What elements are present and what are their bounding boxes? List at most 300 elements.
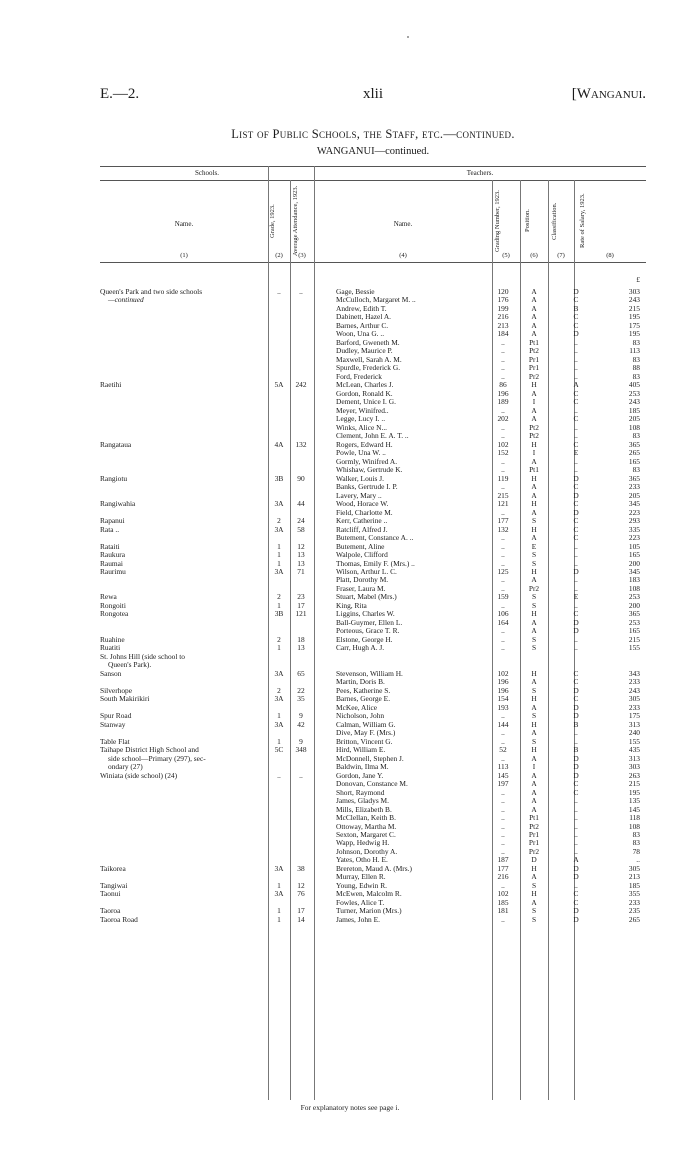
position-header: Position.: [524, 209, 531, 233]
grade-cell: 1: [277, 737, 281, 746]
school-name-cell: Raurimu: [100, 567, 126, 576]
position-cell: Pt1: [529, 814, 539, 823]
table-row: [100, 839, 646, 847]
grading-number-cell: ..: [501, 338, 505, 347]
teacher-name-cell: Walpole, Clifford: [336, 551, 388, 560]
salary-cell: 195: [628, 330, 640, 339]
grading-number-cell: 176: [497, 296, 509, 305]
table-row: [100, 848, 646, 856]
salary-cell: 83: [632, 338, 640, 347]
position-cell: Pt2: [529, 347, 539, 356]
position-cell: Pr2: [528, 584, 540, 593]
grading-number-cell: 102: [497, 440, 509, 449]
classification-cell: D: [573, 915, 579, 924]
salary-cell: 78: [632, 847, 640, 856]
position-cell: S: [531, 915, 537, 924]
position-cell: H: [531, 864, 537, 873]
table-row: [100, 398, 646, 406]
table-row: [100, 712, 646, 720]
attendance-cell: 17: [297, 907, 305, 916]
teacher-name-cell: Walker, Louis J.: [336, 474, 384, 483]
classification-cell: D: [573, 491, 579, 500]
table-row: [100, 704, 646, 712]
school-name-cell: Rewa: [100, 593, 117, 602]
classification-cell: D: [573, 763, 579, 772]
grading-number-cell: 159: [497, 593, 509, 602]
school-name-cell: Raetihi: [100, 381, 122, 390]
classification-cell: D: [573, 703, 579, 712]
grading-number-cell: 164: [497, 618, 509, 627]
grade-cell: 1: [277, 712, 281, 721]
teacher-name-cell: Martin, Doris B.: [336, 678, 385, 687]
grading-number-cell: ..: [501, 839, 505, 848]
school-name-cell: Rangataua: [100, 440, 132, 449]
classification-cell: D: [573, 288, 579, 296]
school-name-cell: Taoroa: [100, 907, 121, 916]
attendance-cell: 65: [297, 669, 305, 678]
attendance-cell: 242: [295, 381, 307, 390]
attendance-cell: 90: [297, 474, 305, 483]
salary-cell: 240: [628, 729, 640, 738]
grading-number-cell: ..: [501, 483, 505, 492]
salary-cell: 145: [628, 805, 640, 814]
grading-number-cell: ..: [501, 508, 505, 517]
attendance-cell: 348: [295, 746, 307, 755]
salary-cell: 253: [628, 389, 640, 398]
salary-cell: 165: [628, 627, 640, 636]
grading-number-cell: ..: [501, 805, 505, 814]
classification-header: Classification.: [551, 202, 558, 240]
classification-cell: ..: [574, 822, 578, 831]
table-row: [100, 729, 646, 737]
attendance-cell: 132: [295, 440, 307, 449]
grading-number-cell: 213: [497, 321, 509, 330]
teacher-name-cell: Fowles, Alice T.: [336, 898, 385, 907]
position-cell: A: [531, 534, 537, 543]
grading-number-cell: 102: [497, 890, 509, 899]
teacher-name-cell: Ratcliff, Alfred J.: [336, 525, 388, 534]
teacher-name-cell: Liggins, Charles W.: [336, 610, 395, 619]
grading-number-cell: ..: [501, 712, 505, 721]
teacher-name-cell: Stevenson, William H.: [336, 669, 403, 678]
attendance-cell: 12: [297, 881, 305, 890]
salary-cell: 253: [628, 618, 640, 627]
grading-number-cell: 119: [497, 474, 509, 483]
salary-cell: 185: [628, 881, 640, 890]
salary-cell: 83: [632, 839, 640, 848]
classification-cell: C: [573, 398, 579, 407]
position-cell: Pt1: [529, 466, 539, 475]
classification-cell: ..: [574, 432, 578, 441]
salary-cell: 200: [628, 559, 640, 568]
grading-number-cell: 196: [497, 389, 509, 398]
teacher-name-cell: Baldwin, Ilma M.: [336, 763, 389, 772]
school-name-cell: Taoroa Road: [100, 915, 138, 924]
classification-cell: D: [573, 712, 579, 721]
position-cell: A: [531, 754, 537, 763]
school-name-cell: Rangiwahia: [100, 500, 136, 509]
attendance-cell: 38: [297, 864, 305, 873]
position-cell: A: [531, 898, 537, 907]
grading-number-cell: 202: [497, 415, 509, 424]
teacher-name-cell: Meyer, Winifred..: [336, 406, 389, 415]
salary-cell: 83: [632, 355, 640, 364]
table-row: [100, 763, 646, 771]
school-name-cell: Rangiotu: [100, 474, 128, 483]
teacher-name-cell: Donovan, Constance M.: [336, 780, 408, 789]
grade-cell: 3A: [274, 669, 284, 678]
position-cell: H: [531, 720, 537, 729]
classification-cell: D: [573, 618, 579, 627]
table-row: [100, 670, 646, 678]
table-row: [100, 831, 646, 839]
grading-number-cell: ..: [501, 788, 505, 797]
table-row: [100, 373, 646, 381]
currency-symbol: £: [636, 275, 640, 284]
table-row: [100, 381, 646, 389]
teacher-name-cell: Wood, Horace W.: [336, 500, 389, 509]
classification-cell: C: [573, 296, 579, 305]
teacher-name-cell: Powle, Una W. ..: [336, 449, 386, 458]
running-header: [100, 86, 646, 106]
grade-cell: 5A: [274, 381, 284, 390]
classification-cell: D: [573, 754, 579, 763]
table-row: [100, 695, 646, 703]
salary-cell: 108: [628, 584, 640, 593]
attendance-cell: ..: [299, 771, 303, 780]
grading-number-cell: 52: [499, 746, 507, 755]
classification-cell: C: [573, 389, 579, 398]
page-title: List of Public Schools, the Staff, etc.—continued.: [231, 127, 515, 141]
teacher-name-cell: Brereton, Maud A. (Mrs.): [336, 864, 412, 873]
grading-number-cell: ..: [501, 423, 505, 432]
position-cell: I: [532, 398, 536, 407]
grade-cell: 1: [277, 551, 281, 560]
attendance-cell: 18: [297, 635, 305, 644]
grade-cell: 1: [277, 915, 281, 924]
table-row: [100, 610, 646, 618]
grade-cell: 2: [277, 635, 281, 644]
grading-number-cell: 177: [497, 517, 509, 526]
teacher-name-cell: Gormly, Winifred A.: [336, 457, 398, 466]
grading-number-cell: ..: [501, 432, 505, 441]
teacher-name-cell: Woon, Una G. ..: [336, 330, 385, 339]
salary-cell: 175: [628, 712, 640, 721]
position-cell: H: [531, 440, 537, 449]
column-number: (8): [606, 252, 614, 259]
classification-cell: D: [573, 771, 579, 780]
attendance-cell: 22: [297, 686, 305, 695]
salary-cell: 135: [628, 797, 640, 806]
classification-cell: ..: [574, 576, 578, 585]
grading-number-cell: 120: [497, 288, 509, 296]
grade-cell: 3A: [274, 890, 284, 899]
position-cell: Pt2: [529, 423, 539, 432]
grading-number-cell: ..: [501, 601, 505, 610]
position-cell: Pt2: [529, 432, 539, 441]
table-row: [100, 449, 646, 457]
classification-cell: D: [573, 627, 579, 636]
position-cell: H: [531, 746, 537, 755]
position-cell: S: [531, 881, 537, 890]
table-row: [100, 856, 646, 864]
teacher-name-cell: Mills, Elizabeth B.: [336, 805, 392, 814]
classification-cell: C: [573, 678, 579, 687]
salary-cell: 263: [628, 771, 640, 780]
position-cell: S: [531, 593, 537, 602]
grade-cell: 1: [277, 881, 281, 890]
attendance-cell: 76: [297, 890, 305, 899]
salary-cell: 165: [628, 457, 640, 466]
table-row: [100, 466, 646, 474]
grading-number-cell: 196: [497, 686, 509, 695]
table-row: [100, 534, 646, 542]
teacher-name-cell: Rogers, Edward H.: [336, 440, 393, 449]
grading-number-cell: ..: [501, 466, 505, 475]
table-row: [100, 602, 646, 610]
classification-cell: C: [573, 610, 579, 619]
salary-cell: 243: [628, 296, 640, 305]
classification-cell: ..: [574, 559, 578, 568]
classification-cell: C: [573, 313, 579, 322]
teacher-name-cell: Stuart, Mabel (Mrs.): [336, 593, 397, 602]
grade-cell: 2: [277, 686, 281, 695]
school-name-cell: Sanson: [100, 669, 122, 678]
grading-number-cell: ..: [501, 831, 505, 839]
attendance-cell: 44: [297, 500, 305, 509]
grading-number-cell: ..: [501, 551, 505, 560]
teacher-name-cell: Barnes, George E.: [336, 695, 391, 704]
salary-cell: 265: [628, 915, 640, 924]
school-name-cell: South Makirikiri: [100, 695, 150, 704]
table-row: [100, 526, 646, 534]
table-row: [100, 313, 646, 321]
salary-cell: 405: [628, 381, 640, 390]
table-row: [100, 500, 646, 508]
grading-number-cell: ..: [501, 406, 505, 415]
classification-cell: ..: [574, 457, 578, 466]
salary-cell: 195: [628, 313, 640, 322]
table-row: [100, 415, 646, 423]
school-name-cell: Raukura: [100, 551, 126, 560]
salary-cell: 313: [628, 720, 640, 729]
salary-cell: 105: [628, 542, 640, 551]
classification-cell: ..: [574, 729, 578, 738]
speck-mark: [407, 36, 409, 38]
classification-cell: ..: [574, 423, 578, 432]
teacher-name-cell: Wilson, Arthur L. C.: [336, 567, 397, 576]
classification-cell: E: [573, 449, 579, 458]
classification-cell: C: [573, 525, 579, 534]
position-cell: H: [531, 567, 537, 576]
table-row: [100, 593, 646, 601]
classification-cell: ..: [574, 355, 578, 364]
school-name-cell: —continued: [108, 296, 144, 305]
position-cell: H: [531, 500, 537, 509]
teacher-name-cell: Short, Raymond: [336, 788, 385, 797]
grade-cell: 3A: [274, 500, 284, 509]
position-cell: S: [531, 712, 537, 721]
teacher-name-cell: Legge, Lucy I. ..: [336, 415, 386, 424]
teacher-name-cell: Maxwell, Sarah A. M.: [336, 355, 402, 364]
grading-number-cell: ..: [501, 847, 505, 856]
grading-number-cell: 132: [497, 525, 509, 534]
grading-number-cell: 152: [497, 449, 509, 458]
school-name-cell: Taihape District High School and: [100, 746, 199, 755]
attendance-cell: 12: [297, 542, 305, 551]
teacher-name-cell: Dabinett, Hazel A.: [336, 313, 391, 322]
salary-cell: 155: [628, 644, 640, 653]
table-row: [100, 636, 646, 644]
table-row: [100, 644, 646, 652]
teacher-name-cell: Clement, John E. A. T. ..: [336, 432, 409, 441]
teacher-name-cell: Platt, Dorothy M.: [336, 576, 389, 585]
group-header-rule: [100, 180, 646, 181]
grading-number-cell: ..: [501, 576, 505, 585]
teacher-name-cell: Kerr, Catherine ..: [336, 517, 388, 526]
salary-header: Rate of Salary, 1923.: [579, 193, 586, 249]
grading-number-cell: 154: [497, 695, 509, 704]
school-name-cell: Rongoiti: [100, 601, 126, 610]
position-cell: E: [531, 542, 537, 551]
teacher-name-cell: McEwen, Malcolm R.: [336, 890, 402, 899]
attendance-cell: 9: [299, 737, 303, 746]
teacher-name-cell: Young, Edwin R.: [336, 881, 387, 890]
classification-cell: ..: [574, 635, 578, 644]
position-cell: S: [531, 686, 537, 695]
classification-cell: D: [573, 474, 579, 483]
grading-number-cell: ..: [501, 364, 505, 373]
teacher-name-cell: Nicholson, John: [336, 712, 385, 721]
position-cell: Pt2: [529, 822, 539, 831]
grading-number-cell: 86: [499, 381, 507, 390]
attendance-cell: 35: [297, 695, 305, 704]
position-cell: Pr1: [528, 831, 540, 839]
salary-cell: 165: [628, 551, 640, 560]
teacher-name-cell: Dive, May F. (Mrs.): [336, 729, 396, 738]
teachers-group-header: Teachers.: [466, 169, 494, 177]
position-cell: H: [531, 669, 537, 678]
salary-cell: 435: [628, 746, 640, 755]
grading-number-cell: ..: [501, 881, 505, 890]
grade-cell: 3A: [274, 720, 284, 729]
classification-cell: ..: [574, 601, 578, 610]
table-row: [100, 322, 646, 330]
teacher-name-cell: Ottoway, Martha M.: [336, 822, 397, 831]
position-cell: S: [531, 737, 537, 746]
position-cell: Pr1: [528, 355, 540, 364]
grading-number-cell: ..: [501, 644, 505, 653]
position-cell: A: [531, 618, 537, 627]
teacher-name-cell: McClellan, Keith B.: [336, 814, 396, 823]
table-row: [100, 873, 646, 881]
grading-number-cell: ..: [501, 737, 505, 746]
classification-cell: C: [573, 415, 579, 424]
grading-number-cell: 196: [497, 678, 509, 687]
school-name-cell: Raumai: [100, 559, 123, 568]
position-cell: A: [531, 797, 537, 806]
grade-cell: 4A: [274, 440, 284, 449]
grading-number-cell: 106: [497, 610, 509, 619]
school-name-cell: Rataiti: [100, 542, 120, 551]
attendance-cell: 121: [295, 610, 307, 619]
classification-cell: ..: [574, 644, 578, 653]
salary-cell: 365: [628, 610, 640, 619]
salary-cell: 205: [628, 491, 640, 500]
table-row: [100, 364, 646, 372]
classification-cell: ..: [574, 551, 578, 560]
position-cell: A: [531, 415, 537, 424]
position-cell: I: [532, 763, 536, 772]
teacher-name-cell: Carr, Hugh A. J.: [336, 644, 385, 653]
classification-cell: C: [573, 780, 579, 789]
position-cell: Pr1: [528, 839, 540, 848]
teacher-name-cell: Calman, William G.: [336, 720, 396, 729]
position-cell: Pr2: [528, 847, 540, 856]
position-cell: Pr1: [528, 364, 540, 373]
grading-number-cell: ..: [501, 635, 505, 644]
classification-cell: C: [573, 890, 579, 899]
table-top-rule: [100, 166, 646, 167]
salary-cell: 355: [628, 890, 640, 899]
table-row: [100, 432, 646, 440]
teacher-name-cell: Banks, Gertrude I. P.: [336, 483, 398, 492]
salary-cell: 155: [628, 737, 640, 746]
position-cell: S: [531, 635, 537, 644]
grading-number-cell: ..: [501, 822, 505, 831]
grading-number-cell: 125: [497, 567, 509, 576]
school-name-cell: Ruahine: [100, 635, 125, 644]
grading-number-cell: ..: [501, 457, 505, 466]
table-row: [100, 509, 646, 517]
salary-cell: 305: [628, 695, 640, 704]
attendance-header: Average Attendance, 1923.: [292, 185, 299, 257]
classification-cell: C: [573, 517, 579, 526]
attendance-cell: 9: [299, 712, 303, 721]
table-row: [100, 678, 646, 686]
school-name-cell: Rongotea: [100, 610, 129, 619]
table-row: [100, 407, 646, 415]
teacher-name-cell: Fraser, Laura M.: [336, 584, 386, 593]
salary-cell: 243: [628, 398, 640, 407]
classification-cell: A: [573, 381, 579, 390]
table-row: [100, 890, 646, 898]
salary-cell: 243: [628, 686, 640, 695]
classification-cell: B: [573, 746, 579, 755]
salary-cell: 200: [628, 601, 640, 610]
position-cell: Pr2: [528, 372, 540, 381]
grading-number-cell: ..: [501, 534, 505, 543]
salary-cell: 335: [628, 525, 640, 534]
classification-cell: ..: [574, 347, 578, 356]
table-row: [100, 339, 646, 347]
teacher-name-cell: Johnson, Dorothy A.: [336, 847, 398, 856]
table-row: [100, 305, 646, 313]
table-row: [100, 288, 646, 296]
table-row: [100, 296, 646, 304]
teacher-name-cell: Winks, Alice N...: [336, 423, 388, 432]
classification-cell: C: [573, 483, 579, 492]
attendance-cell: 14: [297, 915, 305, 924]
grade-cell: 1: [277, 542, 281, 551]
position-cell: H: [531, 525, 537, 534]
salary-cell: 88: [632, 364, 640, 373]
classification-cell: ..: [574, 406, 578, 415]
classification-cell: D: [573, 567, 579, 576]
classification-cell: D: [573, 873, 579, 882]
table-row: [100, 806, 646, 814]
grade-cell: 3A: [274, 525, 284, 534]
